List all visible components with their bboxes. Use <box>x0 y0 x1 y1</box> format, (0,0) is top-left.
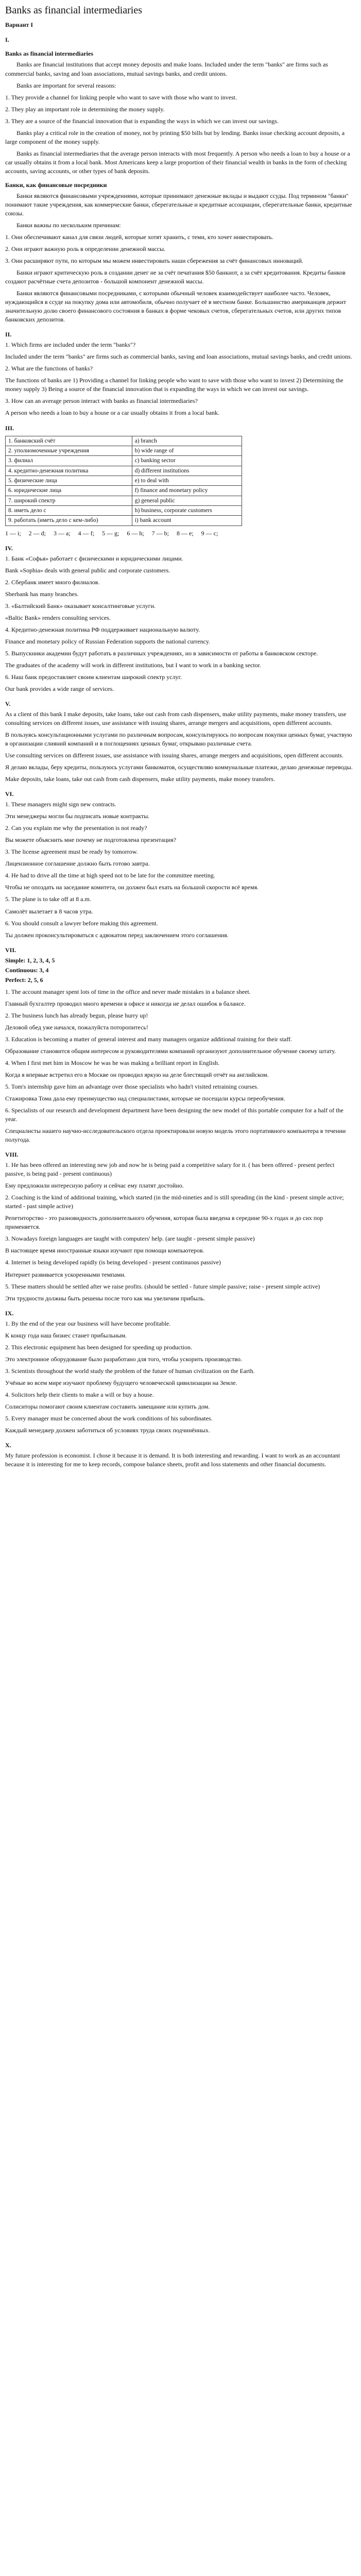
paragraph: 1. They provide a channel for linking people who want to save with those who want to invest. <box>5 93 237 101</box>
task-1-label: I. <box>5 36 9 44</box>
task-4-label: IV. <box>5 544 13 552</box>
table-row <box>6 476 242 485</box>
paragraph: 3. How can an average person interact with banks as financial intermediaries? <box>5 397 198 405</box>
task-6-label: VI. <box>5 790 14 798</box>
paragraph: Интернет развивается ускоренными темпами. <box>5 1270 126 1278</box>
task-9-body <box>5 1319 354 1435</box>
task-7-body <box>5 988 354 1144</box>
paragraph: 1. He has been offered an interesting new job and now he is being paid a competitive salary for it. ( has been offered - present perfect passive, is being paid - present continuous) <box>5 1161 335 1178</box>
paragraph: 6. Наш банк предоставляет своим клиентам широкий спектр услуг. <box>5 673 182 681</box>
paragraph: 3. «Балтийский Банк» оказывает консалтинговые услуги. <box>5 602 156 609</box>
paragraph: The graduates of the academy will work in different institutions, but I want to work in a banking sector. <box>5 661 261 669</box>
table-cell: 6. юридические лица <box>6 486 132 496</box>
task-2-label: II. <box>5 331 12 338</box>
paragraph: Стажировка Тома дала ему преимущество над специалистами, которые не посещали курсы переобучения. <box>5 1095 285 1102</box>
paragraph: Когда я впервые встретил его в Москве он проводил яркую на деле блестящий отчёт на английском. <box>5 1071 269 1078</box>
paragraph: As a client of this bank I make deposits, take loans, take out cash from cash dispensers, make utility payments, make money transfers, use consulting services on different issues, use assistance with issuing shares, arrange mergers and acquisitions, open different accounts. <box>5 710 347 726</box>
paragraph: Образование становится общим интересом и руководителями компаний организуют дополнительное обучение своему штату. <box>5 1047 336 1055</box>
paragraph: «Baltic Bank» renders consulting services. <box>5 614 111 621</box>
paragraph: 5. Выпускники академии будут работать в различных учреждениях, но в зависимости от работы в банковском секторе. <box>5 649 318 657</box>
paragraph: A person who needs a loan to buy a house or a car usually obtains it from a local bank. <box>5 409 219 417</box>
table-cell: 9. работать (иметь дело с кем-либо) <box>6 516 132 526</box>
paragraph: The functions of banks are 1) Providing a channel for linking people who want to save with those who want to invest 2) Determining the money supply 3) Being a source of the financial innovation that is expanding the ways in which we can invest our savings. <box>5 377 343 393</box>
table-cell: 4. кредитно-денежная политика <box>6 466 132 476</box>
paragraph: Деловой обед уже начался, пожалуйста поторопитесь! <box>5 1023 148 1031</box>
task-6-body <box>5 800 354 939</box>
table-cell: d) different institutions <box>132 466 242 476</box>
paragraph: 5. These matters should be settled after we raise profits. (should be settled - future simple passive; raise - present simple active) <box>5 1282 320 1290</box>
table-cell: e) to deal with <box>132 476 242 485</box>
task-8-body <box>5 1161 354 1302</box>
tense-simple: Simple: 1, 2, 3, 4, 5 <box>5 956 55 964</box>
paragraph: Каждый менеджер должен заботиться об условиях труда своих подчинённых. <box>5 1426 210 1434</box>
paragraph: Use consulting services on different issues, use assistance with issuing shares, arrange mergers and acquisitions, open different accounts. <box>5 752 343 759</box>
paragraph: Bank «Sophia» deals with general public and corporate customers. <box>5 566 170 574</box>
paragraph: Banks play a critical role in the creation of money, not by printing $50 bills but by lending. Banks issue checking account deposits, a large component of the money supply. <box>5 129 345 145</box>
task-5-label: V. <box>5 700 11 707</box>
table-cell: 5. физические лица <box>6 476 132 485</box>
table-cell: a) branch <box>132 436 242 446</box>
paragraph: Finance and monetary policy of Russian Federation supports the national currency. <box>5 637 211 645</box>
paragraph: 4. Solicitors help their clients to make a will or buy a house. <box>5 1391 154 1398</box>
table-cell: b) wide range of <box>132 446 242 455</box>
paragraph: 4. Internet is being developed rapidly (is being developed - present continuous passive) <box>5 1259 221 1266</box>
paragraph: 6. You should consult a lawyer before making this agreement. <box>5 919 158 927</box>
table-cell: h) business, corporate customers <box>132 505 242 515</box>
table-row <box>6 516 242 526</box>
paragraph: Учёные во всем мире изучают проблему будущего человеческой цивилизации на Земле. <box>5 1379 237 1386</box>
paragraph: 4. He had to drive all the time at high speed not to be late for the committee meeting. <box>5 872 215 879</box>
paragraph: Банки являются финансовыми учреждениями, которые принимают денежные вклады и выдают ссуды. Под термином "банки" понимают такие учреждения, как коммерческие банки, сберегательные и кредитные ассоциации, сберегательные банки, кредитные союзы. <box>5 192 352 217</box>
paragraph: Эти менеджеры могли бы подписать новые контракты. <box>5 812 150 820</box>
matching-answers: 1 — i; 2 — d; 3 — a; 4 — f; 5 — g; 6 — h; 7 — b; 8 — e; 9 — c; <box>5 529 218 537</box>
paragraph: 2. This electronic equipment has been designed for speeding up production. <box>5 1343 193 1351</box>
paragraph: Репетиторство - это разновидность дополнительного обучения, которая была введена в середине 90-х годах и до сих пор применяется. <box>5 1214 323 1231</box>
paragraph: Солиситоры помогают своим клиентам составить завещание или купить дом. <box>5 1402 210 1410</box>
paragraph: 3. Nowadays foreign languages are taught with computers' help. (are taught - present simple passive) <box>5 1235 255 1243</box>
task-1-ru-body <box>5 192 354 324</box>
paragraph: 3. The license agreement must be ready by tomorrow. <box>5 848 138 856</box>
paragraph: 5. Every manager must be concerned about the work conditions of his subordinates. <box>5 1414 213 1422</box>
task-7-label: VII. <box>5 946 16 954</box>
task-8-label: VIII. <box>5 1151 19 1159</box>
table-cell: f) finance and monetary policy <box>132 486 242 496</box>
table-cell: 7. широкий спектр <box>6 496 132 505</box>
table-cell: i) bank account <box>132 516 242 526</box>
paragraph: 3. Они расширяют пути, по которым мы можем инвестировать наши сбережения за счёт финансовых инноваций. <box>5 257 303 265</box>
paragraph: Вы можете объяснить мне почему не подготовлена презентация? <box>5 836 177 844</box>
table-cell: c) banking sector <box>132 456 242 466</box>
table-row <box>6 446 242 455</box>
table-row <box>6 466 242 476</box>
paragraph: 2. The business lunch has already begun, please hurry up! <box>5 1011 148 1019</box>
paragraph: 3. They are a source of the financial innovation that is expanding the ways in which we can invest our savings. <box>5 117 279 125</box>
paragraph: 1. Which firms are included under the term "banks"? <box>5 341 136 349</box>
task-1-ru-heading: Банки, как финансовые посредники <box>5 181 107 189</box>
paragraph: К концу года наш бизнес станет прибыльным. <box>5 1331 127 1339</box>
paragraph: 6. Specialists of our research and development department have been designing the new model of this portable computer for a half of the year. <box>5 1107 343 1123</box>
paragraph: 3. Scientists throughout the world study the problem of the future of human civilization on the Earth. <box>5 1367 255 1375</box>
paragraph: Главный бухгалтер проводил много времени в офисе и никогда не делал ошибок в балансе. <box>5 999 246 1007</box>
paragraph: Banks are financial institutions that accept money deposits and make loans. Included under the term "banks" are firms such as commercial banks, saving and loan associations, mutual savings banks, and credit unions. <box>5 61 328 77</box>
paragraph: Я делаю вклады, беру кредиты, пользуюсь услугами банкоматов, осуществляю коммунальные платежи, делаю денежные переводы. <box>5 764 353 771</box>
paragraph: Sberbank has many branches. <box>5 590 79 598</box>
task-3-label: III. <box>5 424 14 432</box>
paragraph: 3. Education is becoming a matter of general interest and many managers organize additional training for their staff. <box>5 1035 293 1043</box>
paragraph: Make deposits, take loans, take out cash from cash dispensers, make utility payments, make money transfers. <box>5 775 275 783</box>
paragraph: Банки важны по нескольким причинам: <box>16 221 121 229</box>
tense-perfect: Perfect: 2, 5, 6 <box>5 976 43 984</box>
task-9-label: IX. <box>5 1309 14 1317</box>
table-cell: 1. банковский счёт <box>6 436 132 446</box>
table-row <box>6 486 242 496</box>
table-row <box>6 436 242 446</box>
paragraph: Banks as financial intermediaries that the average person interacts with most frequently. A person who needs a loan to buy a house or a car usually obtains it from a local bank. Most Americans keep a large proportion of their financial wealth in banks in the form of checking accounts, saving accounts, or other types of bank deposits. <box>5 149 350 175</box>
paragraph: My future profession is economist. I chose it because it is demand. It is both interesting and rewarding. I want to work as an accountant because it is interesting for me to keep records, compose balance sheets, profit and loss statements and other financial documents. <box>5 1451 340 1468</box>
task-2-body <box>5 341 354 417</box>
paragraph: 5. Tom's internship gave him an advantage over those specialists who hadn't visited retraining courses. <box>5 1082 259 1090</box>
paragraph: 2. Coaching is the kind of additional training, which started (in the mid-nineties and is still spreading (in the kind - present simple active; started - past simple active) <box>5 1194 344 1210</box>
paragraph: Банки являются финансовыми посредниками, с которыми обычный человек взаимодействует наиболее часто. Человек, нуждающийся в ссуде на покупку дома или автомобиля, обычно получает её в местном банке. Большинство американцев держит значительную долю своего финансового состояния в банках в форме чековых счетов, сберегательных счетов, или других типов банковских депозитов. <box>5 290 347 324</box>
paragraph: 2. They play an important role in determining the money supply. <box>5 105 165 113</box>
paragraph: Банки играют критическую роль в создании денег не за счёт печатания $50 банкнот, а за счёт кредитования. Кредиты банков создают расчётные счета депозитов - большой компонент денежной массы. <box>5 269 346 285</box>
paragraph: 5. The plane is to take off at 8 a.m. <box>5 895 91 903</box>
paragraph: Banks are important for several reasons: <box>16 81 116 89</box>
task-1-body <box>5 60 354 175</box>
table-row <box>6 456 242 466</box>
table-cell: 8. иметь дело с <box>6 505 132 515</box>
tense-continuous: Continuous: 3, 4 <box>5 966 49 974</box>
paragraph: 2. Сбербанк имеет много филиалов. <box>5 578 100 586</box>
task-4-body <box>5 554 354 693</box>
paragraph: 4. When I first met him in Moscow he was he was making a brilliant report in English. <box>5 1059 220 1066</box>
table-cell: 3. филиал <box>6 456 132 466</box>
paragraph: Ты должен проконсультироваться с адвокатом перед заключением этого соглашения. <box>5 931 229 939</box>
vocabulary-table <box>5 436 242 526</box>
table-cell: g) general public <box>132 496 242 505</box>
table-row <box>6 496 242 505</box>
paragraph: В настоящее время иностранные языки изучают при помощи компьютеров. <box>5 1247 204 1255</box>
paragraph: 1. These managers might sign new contracts. <box>5 801 116 808</box>
paragraph: 1. Банк «Софья» работает с физическими и юридическими лицами. <box>5 554 183 562</box>
paragraph: Специалисты нашего научно-исследовательского отдела проектировали новую модель этого портативного компьютера в течении полугода. <box>5 1127 346 1144</box>
paragraph: Our bank provides a wide range of services. <box>5 685 114 692</box>
paragraph: Included under the term "banks" are firms such as commercial banks, saving and loan associations, mutual savings banks, and credit unions. <box>5 353 352 361</box>
paragraph: 4. Кредитно-денежная политика РФ поддерживает национальную валюту. <box>5 625 200 633</box>
document-title: Banks as financial intermediaries <box>5 5 143 16</box>
paragraph: 1. Они обеспечивают канал для связи людей, которые хотят хранить, с теми, кто хочет инвестировать. <box>5 233 273 241</box>
task-10-label: X. <box>5 1441 11 1449</box>
paragraph: Это электронное оборудование было разработано для того, чтобы ускорить производство. <box>5 1355 242 1363</box>
paragraph: Лицензионное соглашение должно быть готово завтра. <box>5 860 150 868</box>
paragraph: В пользуясь консультационными услугами по различным вопросам, консультируюсь по вопросам покупки ценных бумаг, участвую в организации слияний компаний и в поглощениях ценных бумаг, открываю различные счета. <box>5 731 352 748</box>
table-cell: 2. уполномоченные учреждения <box>6 446 132 455</box>
paragraph: Самолёт вылетает в 8 часов утра. <box>5 907 93 915</box>
paragraph: Ему предложили интересную работу и сейчас ему платят достойно. <box>5 1182 184 1190</box>
paragraph: 2. Can you explain me why the presentation is not ready? <box>5 824 147 832</box>
paragraph: 1. The account manager spent lots of time in the office and never made mistakes in a balance sheet. <box>5 988 251 995</box>
task-1-heading: Banks as financial intermediaries <box>5 50 94 58</box>
task-5-body <box>5 710 354 784</box>
table-row <box>6 505 242 515</box>
task-10-body <box>5 1451 354 1469</box>
variant-label: Вариант I <box>5 21 33 29</box>
paragraph: 2. What are the functions of banks? <box>5 365 93 372</box>
paragraph: Эти трудности должны быть решены после того как мы увеличим прибыль. <box>5 1294 205 1302</box>
paragraph: 2. Они играют важную роль в определении денежной массы. <box>5 245 166 253</box>
paragraph: 1. By the end of the year our business will have become profitable. <box>5 1319 171 1327</box>
paragraph: Чтобы не опоздать на заседание комитета, он должен был ехать на большой скорости всё время. <box>5 884 259 891</box>
